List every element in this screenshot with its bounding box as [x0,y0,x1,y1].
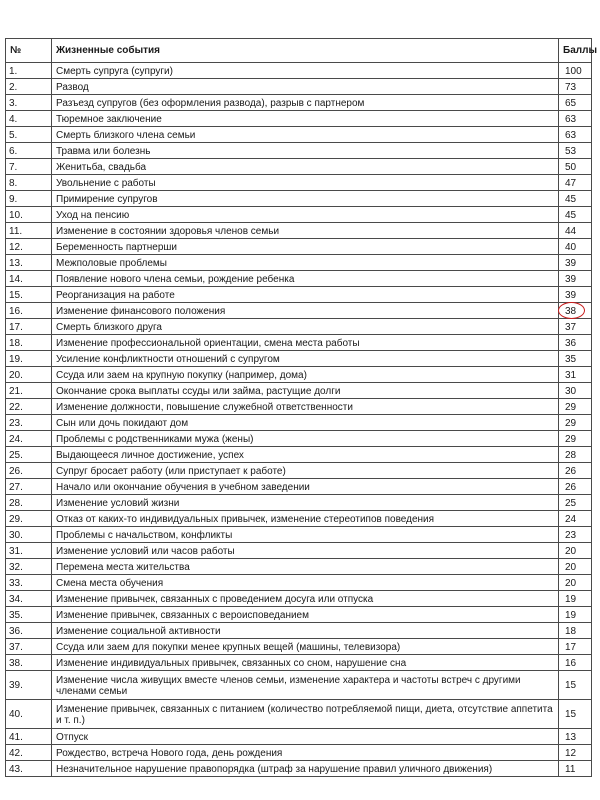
row-event: Изменение числа живущих вместе членов семьи, изменение характера и частоты встреч с другими членами семьи [52,671,559,700]
row-points: 50 [559,159,592,175]
table-row [6,527,592,543]
row-points: 20 [559,559,592,575]
table-row [6,367,592,383]
header-event: Жизненные события [52,39,559,63]
table-row [6,383,592,399]
row-points: 40 [559,239,592,255]
table-row [6,303,592,319]
row-number: 5. [6,127,52,143]
row-points: 26 [559,479,592,495]
row-points: 29 [559,399,592,415]
row-points: 17 [559,639,592,655]
row-event: Развод [52,79,559,95]
row-points: 37 [559,319,592,335]
table-row [6,159,592,175]
row-points: 45 [559,191,592,207]
table-row [6,207,592,223]
row-number: 12. [6,239,52,255]
row-event: Беременность партнерши [52,239,559,255]
row-points [559,303,592,319]
row-number: 42. [6,745,52,761]
table-row [6,447,592,463]
row-points: 39 [559,255,592,271]
row-event: Отказ от каких-то индивидуальных привычек, изменение стереотипов поведения [52,511,559,527]
table-row [6,431,592,447]
row-points: 44 [559,223,592,239]
row-number: 37. [6,639,52,655]
row-event: Проблемы с родственниками мужа (жены) [52,431,559,447]
row-event: Смерть близкого друга [52,319,559,335]
header-points: Баллы [559,39,592,63]
row-event: Изменение условий или часов работы [52,543,559,559]
row-number: 34. [6,591,52,607]
row-number: 14. [6,271,52,287]
row-points: 12 [559,745,592,761]
row-number: 4. [6,111,52,127]
table-row [6,575,592,591]
row-number: 1. [6,63,52,79]
table-row [6,143,592,159]
row-number: 33. [6,575,52,591]
row-event: Изменение финансового положения [52,303,559,319]
table-row [6,63,592,79]
row-number: 15. [6,287,52,303]
row-number: 29. [6,511,52,527]
table-row [6,223,592,239]
row-number: 26. [6,463,52,479]
row-number: 43. [6,761,52,777]
row-points: 45 [559,207,592,223]
row-event: Выдающееся личное достижение, успех [52,447,559,463]
row-points: 63 [559,111,592,127]
row-number: 20. [6,367,52,383]
table-row [6,729,592,745]
table-row [6,607,592,623]
table-row [6,175,592,191]
page [5,38,597,777]
row-points: 20 [559,543,592,559]
table-body [6,63,592,777]
row-points: 15 [559,700,592,729]
row-number: 19. [6,351,52,367]
table-row [6,511,592,527]
row-event: Изменение профессиональной ориентации, смена места работы [52,335,559,351]
row-event: Разъезд супругов (без оформления развода), разрыв с партнером [52,95,559,111]
life-events-table [5,38,597,777]
table-row [6,351,592,367]
row-points: 28 [559,447,592,463]
row-number: 36. [6,623,52,639]
row-event: Ссуда или заем на крупную покупку (например, дома) [52,367,559,383]
row-points: 39 [559,287,592,303]
row-points: 53 [559,143,592,159]
row-points: 47 [559,175,592,191]
row-event: Рождество, встреча Нового года, день рождения [52,745,559,761]
row-event: Ссуда или заем для покупки менее крупных вещей (машины, телевизора) [52,639,559,655]
row-points: 36 [559,335,592,351]
row-points: 24 [559,511,592,527]
row-event: Уход на пенсию [52,207,559,223]
row-event: Проблемы с начальством, конфликты [52,527,559,543]
row-number: 11. [6,223,52,239]
row-number: 24. [6,431,52,447]
row-points: 20 [559,575,592,591]
row-event: Изменение социальной активности [52,623,559,639]
table-row [6,255,592,271]
table-row [6,127,592,143]
row-event: Тюремное заключение [52,111,559,127]
row-number: 6. [6,143,52,159]
row-event: Примирение супругов [52,191,559,207]
row-number: 40. [6,700,52,729]
row-points: 18 [559,623,592,639]
row-number: 7. [6,159,52,175]
row-event: Перемена места жительства [52,559,559,575]
row-event: Смерть близкого члена семьи [52,127,559,143]
row-number: 27. [6,479,52,495]
row-number: 2. [6,79,52,95]
table-row [6,591,592,607]
table-row [6,287,592,303]
row-number: 23. [6,415,52,431]
row-event: Сын или дочь покидают дом [52,415,559,431]
row-number: 31. [6,543,52,559]
row-points: 35 [559,351,592,367]
table-row [6,495,592,511]
row-event: Начало или окончание обучения в учебном заведении [52,479,559,495]
row-number: 8. [6,175,52,191]
row-number: 30. [6,527,52,543]
row-points: 73 [559,79,592,95]
table-row [6,191,592,207]
row-number: 22. [6,399,52,415]
table-row [6,623,592,639]
table-row [6,79,592,95]
row-number: 35. [6,607,52,623]
row-number: 38. [6,655,52,671]
table-row [6,95,592,111]
row-points: 31 [559,367,592,383]
row-points: 65 [559,95,592,111]
row-points: 23 [559,527,592,543]
row-event: Изменение привычек, связанных с питанием (количество потребляемой пищи, диета, отсутствие аппетита и т. п.) [52,700,559,729]
table-row [6,639,592,655]
row-number: 3. [6,95,52,111]
row-event: Незначительное нарушение правопорядка (штраф за нарушение правил уличного движения) [52,761,559,777]
row-event: Усиление конфликтности отношений с супругом [52,351,559,367]
row-points: 30 [559,383,592,399]
row-event: Смерть супруга (супруги) [52,63,559,79]
row-points: 19 [559,591,592,607]
row-points: 13 [559,729,592,745]
row-number: 18. [6,335,52,351]
table-row [6,415,592,431]
row-number: 17. [6,319,52,335]
row-number: 25. [6,447,52,463]
row-points: 100 [559,63,592,79]
highlighted-points-circle: 38 [565,305,577,317]
row-event: Изменение привычек, связанных с проведением досуга или отпуска [52,591,559,607]
row-event: Изменение в состоянии здоровья членов семьи [52,223,559,239]
row-number: 10. [6,207,52,223]
row-event: Окончание срока выплаты ссуды или займа, растущие долги [52,383,559,399]
row-event: Межполовые проблемы [52,255,559,271]
row-event: Отпуск [52,729,559,745]
row-number: 21. [6,383,52,399]
row-event: Изменение индивидуальных привычек, связанных со сном, нарушение сна [52,655,559,671]
table-row [6,271,592,287]
row-points: 25 [559,495,592,511]
row-event: Травма или болезнь [52,143,559,159]
table-row [6,543,592,559]
table-row [6,745,592,761]
table-row [6,319,592,335]
table-row [6,671,592,700]
row-number: 28. [6,495,52,511]
row-points: 63 [559,127,592,143]
row-number: 16. [6,303,52,319]
table-row [6,335,592,351]
table-row [6,559,592,575]
row-number: 32. [6,559,52,575]
table-header-row [6,39,592,63]
row-number: 13. [6,255,52,271]
table-row [6,111,592,127]
row-event: Женитьба, свадьба [52,159,559,175]
row-event: Увольнение с работы [52,175,559,191]
table-row [6,399,592,415]
table-row [6,761,592,777]
row-points: 15 [559,671,592,700]
row-number: 39. [6,671,52,700]
row-event: Реорганизация на работе [52,287,559,303]
table-row [6,463,592,479]
table-row [6,655,592,671]
row-event: Супруг бросает работу (или приступает к работе) [52,463,559,479]
table-row [6,239,592,255]
row-points: 26 [559,463,592,479]
table-row [6,700,592,729]
row-points: 19 [559,607,592,623]
row-event: Изменение условий жизни [52,495,559,511]
row-points: 29 [559,431,592,447]
row-event: Изменение должности, повышение служебной ответственности [52,399,559,415]
header-num: № [6,39,52,63]
row-number: 41. [6,729,52,745]
row-points: 29 [559,415,592,431]
row-points: 16 [559,655,592,671]
row-event: Появление нового члена семьи, рождение ребенка [52,271,559,287]
row-points: 11 [559,761,592,777]
row-event: Изменение привычек, связанных с вероисповеданием [52,607,559,623]
row-points: 39 [559,271,592,287]
row-number: 9. [6,191,52,207]
table-row [6,479,592,495]
row-event: Смена места обучения [52,575,559,591]
